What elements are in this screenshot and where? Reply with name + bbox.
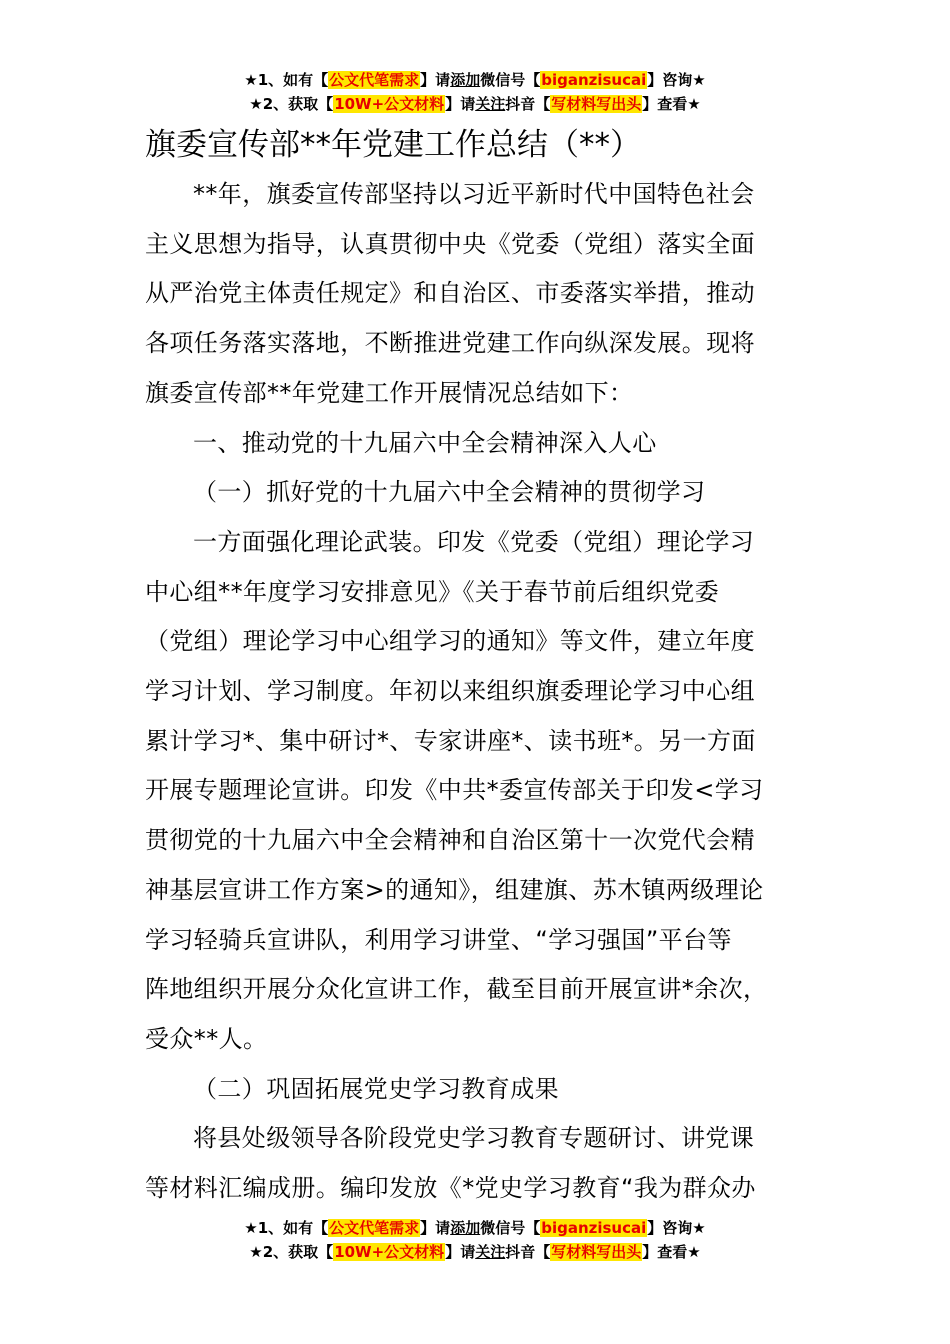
- promo-douyin-id: 写材料写出头: [551, 95, 642, 113]
- document-body: [145, 120, 805, 1214]
- promo-wechat-id: biganzisucai: [541, 1219, 647, 1237]
- paragraph-line: 从严治党主体责任规定》和自治区、市委落实举措，推动: [145, 279, 755, 308]
- promo-line-2: ★2、获取【10W+公文材料】请关注抖音【写材料写出头】查看★: [249, 95, 701, 113]
- promo-highlight: 10W+公文材料: [334, 95, 445, 113]
- paragraph-line: 主义思想为指导，认真贯彻中央《党委（党组）落实全面: [145, 229, 755, 258]
- promo-wechat-id: biganzisucai: [541, 71, 647, 89]
- subsection-heading-2: （二）巩固拓展党史学习教育成果: [193, 1074, 559, 1103]
- paragraph-line: 旗委宣传部**年党建工作开展情况总结如下：: [145, 378, 634, 407]
- promo-highlight: 10W+公文材料: [334, 1243, 445, 1261]
- promo-highlight: 公文代笔需求: [329, 1219, 420, 1237]
- paragraph-line: 一方面强化理论武装。印发《党委（党组）理论学习: [193, 527, 755, 556]
- paragraph-line: 受众**人。: [145, 1024, 268, 1053]
- paragraph-line: 学习计划、学习制度。年初以来组织旗委理论学习中心组: [145, 677, 755, 706]
- promo-highlight: 公文代笔需求: [329, 71, 420, 89]
- section-heading-1: 一、推动党的十九届六中全会精神深入人心: [193, 428, 657, 457]
- subsection-1-paragraph: [145, 518, 805, 1065]
- paragraph-line: 将县处级领导各阶段党史学习教育专题研讨、讲党课: [193, 1124, 755, 1153]
- paragraph-line: 阵地组织开展分众化宣讲工作，截至目前开展宣讲*余次，: [145, 975, 768, 1004]
- promo-douyin-id: 写材料写出头: [551, 1243, 642, 1261]
- top-promo-banner: [0, 68, 950, 116]
- paragraph-line: （党组）理论学习中心组学习的通知》等文件，建立年度: [145, 627, 755, 656]
- subsection-2-paragraph: [145, 1114, 805, 1213]
- bottom-promo-banner: [0, 1216, 950, 1264]
- paragraph-line: 神基层宣讲工作方案>的通知》，组建旗、苏木镇两级理论: [145, 875, 764, 904]
- paragraph-line: 学习轻骑兵宣讲队，利用学习讲堂、“学习强国”平台等: [145, 925, 732, 954]
- document-title: 旗委宣传部**年党建工作总结（**）: [145, 127, 641, 163]
- paragraph-line: 中心组**年度学习安排意见》《关于春节前后组织党委: [145, 577, 719, 606]
- promo-line-1: ★1、如有【公文代笔需求】请添加微信号【biganzisucai】咨询★: [244, 71, 706, 89]
- promo-line-1: ★1、如有【公文代笔需求】请添加微信号【biganzisucai】咨询★: [244, 1219, 706, 1237]
- subsection-heading-1: （一）抓好党的十九届六中全会精神的贯彻学习: [193, 478, 706, 507]
- paragraph-line: 各项任务落实落地，不断推进党建工作向纵深发展。现将: [145, 329, 755, 358]
- paragraph-line: 开展专题理论宣讲。印发《中共*委宣传部关于印发<学习: [145, 776, 764, 805]
- promo-line-2: ★2、获取【10W+公文材料】请关注抖音【写材料写出头】查看★: [249, 1243, 701, 1261]
- paragraph-line: 等材料汇编成册。编印发放《*党史学习教育“我为群众办: [145, 1174, 756, 1203]
- paragraph-line: **年，旗委宣传部坚持以习近平新时代中国特色社会: [193, 180, 755, 208]
- paragraph-line: 贯彻党的十九届六中全会精神和自治区第十一次党代会精: [145, 826, 755, 855]
- paragraph-line: 累计学习*、集中研讨*、专家讲座*、读书班*。另一方面: [145, 726, 756, 755]
- intro-paragraph: [145, 170, 805, 419]
